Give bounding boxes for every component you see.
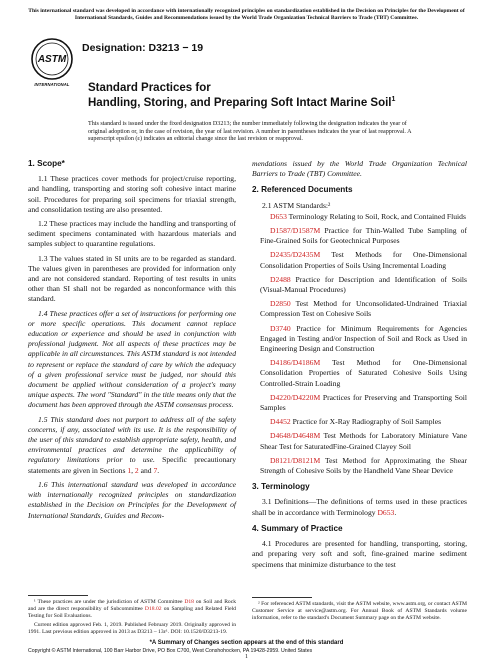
footnote-1-para-b: Current edition approved Feb. 1, 2019. Published February 2019. Originally approved in 1991. Last previous edition approved in 2013 as D3213 – 13ε¹. DOI: 10.1520/D3213-19. (28, 622, 236, 635)
reference-title: Test Method for Approximating the Shear Strength of Cohesive Soils by the Handheld Vane Shear Device (260, 455, 467, 476)
para-1-2: 1.2 These practices may include the handling and transporting of sediment specimens contaminated with hazardous materials and samples subject to quarantine regulations. (28, 219, 236, 249)
sep-2: and (138, 465, 154, 475)
para-1-6: 1.6 This international standard was developed in accordance with internationally recognized principles on standardization established in the Decision on Principles for the Development of International Standards, Guides and Recom- (28, 479, 236, 520)
terminology-heading: 3. Terminology (252, 482, 310, 492)
para-1-4: 1.4 These practices offer a set of instructions for performing one or more specific operations. This document cannot replace education or experience and should be used in conjunction with professional judgment. Not all aspects of these practices may be applicable in all circumstances. This ASTM standard is not intended to represent or replace the standard of care by which the adequacy of a given professional service must be judged, nor should this document be applied without consideration of a project's many unique aspects. The word "Standard" in the title means only that the document has been approved through the ASTM consensus process. (28, 308, 236, 410)
footnote-2 (252, 601, 467, 624)
astm-logo (30, 37, 74, 81)
page-number: 1 (245, 654, 248, 660)
footnote-1-para-a (28, 599, 236, 620)
fn1-b: on Soil and Rock and are the direct responsibility of Subcommittee (28, 599, 236, 612)
reference-code-link[interactable]: D4186/D4186M (270, 358, 321, 368)
reference-item (252, 250, 467, 270)
refs-heading: 2. Referenced Documents (252, 185, 353, 195)
reference-code-link[interactable]: D4220/D4220M (270, 392, 321, 402)
para-4-1: 4.1 Procedures are presented for handling, transporting, storing, and preparing very soft and soft, fine-grained marine sediment specimens that minimize disturbance to the test (252, 539, 467, 569)
reference-code-link[interactable]: D1587/D1587M (270, 226, 321, 236)
term-text: 3.1 Definitions—The definitions of terms used in these practices shall be in accordance with Terminology (252, 497, 467, 517)
para-1-5-italic: 1.5 This standard does not purport to address all of the safety concerns, if any, associated with its use. It is the responsibility of the user of this standard to establish appropriate safety, health, and environmental practices and determine the applicability of regulatory limitations prior to use. (28, 414, 236, 465)
svg-text:ASTM: ASTM (37, 54, 67, 65)
reference-title: Test Methods for Laboratory Miniature Vane Shear Test for SaturatedFine-Grained Clayey Soil (260, 431, 467, 451)
reference-item (252, 456, 467, 476)
reference-item (252, 299, 467, 319)
reference-item (252, 417, 467, 427)
term-end: . (394, 507, 397, 517)
reference-item (252, 393, 467, 413)
para-3-1 (252, 497, 467, 517)
section-link-7[interactable]: 7 (153, 465, 158, 475)
reference-item (252, 275, 467, 295)
reference-item (252, 226, 467, 246)
para-1-3: 1.3 The values stated in SI units are to be regarded as standard. The values given in parentheses are provided for information only and are not considered standard. Reporting of test results in units other than SI shall not be regarded as nonconformance with this standard. (28, 253, 236, 304)
para-1-5 (28, 415, 236, 476)
reference-item (252, 358, 467, 389)
footnote-1 (28, 599, 236, 638)
para-1-1: 1.1 These practices cover methods for project/cruise reporting, and handling, transporting and storing soft cohesive intact marine soil. Procedures for preparing soil specimens for triaxial strength, and consolidation testing are also presented. (28, 174, 236, 214)
summary-heading: 4. Summary of Practice (252, 523, 343, 533)
reference-code-link[interactable]: D4452 (270, 417, 291, 427)
reference-code-link[interactable]: D2850 (270, 299, 291, 309)
committee-link[interactable]: D18 (184, 599, 194, 605)
reference-code-link[interactable]: D2488 (270, 274, 291, 284)
fn1-a: ¹ These practices are under the jurisdiction of ASTM Committee (34, 599, 185, 605)
sep-1: , (131, 465, 135, 475)
footnote-rule-right (252, 597, 312, 598)
footnote-2-para: ² For referenced ASTM standards, visit the ASTM website, www.astm.org, or contact ASTM Customer Service at service@astm.org. For Annual Book of ASTM Standards volume information, refer to the standard's Document Summary page on the ASTM website. (252, 601, 467, 621)
reference-title: Test Method for One-Dimensional Consolidation Properties of Saturated Cohesive Soils Using Controlled-Strain Loading (260, 358, 467, 388)
continued-text: mendations issued by the World Trade Organization Technical Barriers to Trade (TBT) Committee. (252, 159, 467, 179)
reference-title: Practice for X-Ray Radiography of Soil Samples (290, 417, 442, 427)
scope-heading: 1. Scope* (28, 159, 65, 168)
left-column (28, 159, 236, 525)
section-link-2[interactable]: 2 (134, 465, 139, 475)
reference-item (252, 431, 467, 451)
title-footnote-mark: 1 (391, 96, 396, 103)
footnote-rule-left (28, 595, 88, 596)
reference-title: Test Methods for One-Dimensional Consolidation Properties of Soils Using Incremental Loading (260, 250, 467, 270)
issued-note: This standard is issued under the fixed designation D3213; the number immediately following the designation indicates the year of original adoption or, in the case of revision, the year of last revision. A number in parentheses indicates the year of last reapproval. A superscript epsilon (ε) indicates an editorial change since the last revision or reapproval. (88, 121, 412, 143)
reference-title: Test Method for Unconsolidated-Undrained Triaxial Compression Test on Cohesive Soils (260, 299, 467, 319)
copyright: Copyright © ASTM International, 100 Barr Harbor Drive, PO Box C700, West Conshohocken, PA 19428-2959. United States (28, 648, 313, 654)
title-line-2 (88, 96, 395, 109)
section-link-1[interactable]: 1 (127, 465, 132, 475)
standards-banner: This international standard was developed in accordance with internationally recognized principles on standardization established in the Decision on Principles for the Development of International Standards, Guides and Recommendations issued by the World Trade Organization Technical Barriers to Trade (TBT) Committee. (28, 8, 465, 21)
fn1-c: on Sampling and Related Field Testing for Soil Evaluations. (28, 606, 236, 619)
reference-code-link[interactable]: D3740 (270, 323, 291, 333)
reference-code-link[interactable]: D2435/D2435M (270, 250, 321, 260)
logo-caption: INTERNATIONAL (34, 82, 70, 87)
reference-code-link[interactable]: D4648/D4648M (270, 431, 321, 441)
refs-intro: 2.1 ASTM Standards:² (262, 200, 331, 210)
reference-title: Practice for Description and Identification of Soils (Visual-Manual Procedures) (260, 274, 467, 295)
title-line-1: Standard Practices for (88, 82, 211, 94)
designation: Designation: D3213 − 19 (82, 42, 204, 54)
reference-title: Practice for Thin-Walled Tube Sampling of Fine-Grained Soils for Geotechnical Purposes (260, 226, 467, 246)
reference-code-link[interactable]: D653 (270, 211, 287, 221)
sep-3: . (157, 465, 160, 475)
reference-list (252, 212, 467, 476)
reference-code-link[interactable]: D8121/D8121M (270, 455, 321, 465)
summary-of-changes-note: *A Summary of Changes section appears at the end of this standard (149, 640, 344, 646)
para-1-5-text: Specific precautionary statements are given in Sections (28, 455, 237, 475)
terminology-link[interactable]: D653 (377, 507, 395, 517)
right-column (252, 159, 467, 574)
title-text: Handling, Storing, and Preparing Soft Intact Marine Soil (88, 96, 392, 109)
reference-title: Terminology Relating to Soil, Rock, and Contained Fluids (286, 211, 466, 221)
reference-item (252, 212, 467, 222)
subcommittee-link[interactable]: D18.02 (144, 606, 162, 612)
reference-title: Practice for Minimum Requirements for Agencies Engaged in Testing and/or Inspection of Soil and Rock as Used in Engineering Design and Construction (260, 323, 467, 354)
reference-title: Practices for Preserving and Transporting Soil Samples (260, 392, 467, 413)
reference-item (252, 324, 467, 355)
